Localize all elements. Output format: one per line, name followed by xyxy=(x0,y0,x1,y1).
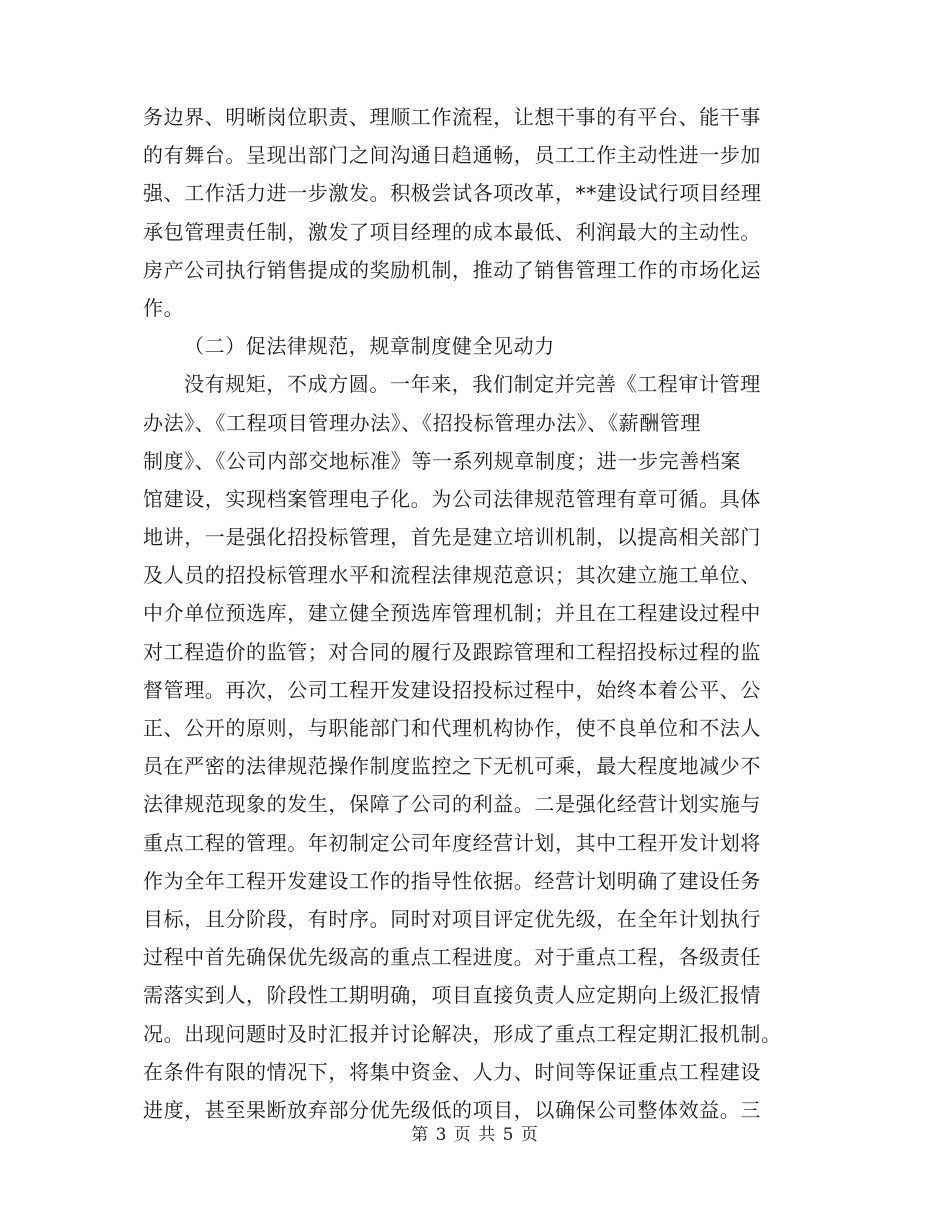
text-line: 对工程造价的监管；对合同的履行及跟踪管理和工程招投标过程的监 xyxy=(143,639,761,664)
text-line: 作。 xyxy=(143,295,185,320)
text-line: 办法》、《工程项目管理办法》、《招投标管理办法》、《薪酬管理 xyxy=(143,410,701,435)
text-line: 进度，甚至果断放弃部分优先级低的项目，以确保公司整体效益。三 xyxy=(143,1097,761,1122)
text-line: 在条件有限的情况下，将集中资金、人力、时间等保证重点工程建设 xyxy=(143,1059,761,1084)
text-line: 重点工程的管理。年初制定公司年度经营计划，其中工程开发计划将 xyxy=(143,830,761,855)
section-heading: （二）促法律规范，规章制度健全见动力 xyxy=(184,334,555,359)
text-line: 及人员的招投标管理水平和流程法律规范意识；其次建立施工单位、 xyxy=(143,563,761,588)
text-line: 督管理。再次，公司工程开发建设招投标过程中，始终本着公平、公 xyxy=(143,677,761,702)
text-line: 法律规范现象的发生，保障了公司的利益。二是强化经营计划实施与 xyxy=(143,792,761,817)
text-line: 强、工作活力进一步激发。积极尝试各项改革，**建设试行项目经理 xyxy=(143,181,762,206)
text-line: 馆建设，实现档案管理电子化。为公司法律规范管理有章可循。具体 xyxy=(143,486,761,511)
text-line: 作为全年工程开发建设工作的指导性依据。经营计划明确了建设任务 xyxy=(143,868,761,893)
text-line: 务边界、明晰岗位职责、理顺工作流程，让想干事的有平台、能干事 xyxy=(143,105,761,129)
text-line: 制度》、《公司内部交地标准》等一系列规章制度；进一步完善档案 xyxy=(143,448,741,473)
text-line: 房产公司执行销售提成的奖励机制，推动了销售管理工作的市场化运 xyxy=(143,257,761,282)
text-line: 地讲，一是强化招投标管理，首先是建立培训机制，以提高相关部门 xyxy=(143,525,761,550)
text-line: 目标，且分阶段，有时序。同时对项目评定优先级，在全年计划执行 xyxy=(143,906,761,931)
text-line: 的有舞台。呈现出部门之间沟通日趋通畅，员工工作主动性进一步加 xyxy=(143,143,761,168)
text-line: 过程中首先确保优先级高的重点工程进度。对于重点工程，各级责任 xyxy=(143,945,761,970)
text-line: 承包管理责任制，激发了项目经理的成本最低、利润最大的主动性。 xyxy=(143,219,761,244)
text-line: 没有规矩，不成方圆。一年来，我们制定并完善《工程审计管理 xyxy=(184,372,761,397)
body-text xyxy=(143,98,805,1129)
text-line: 需落实到人，阶段性工期明确，项目直接负责人应定期向上级汇报情 xyxy=(143,983,761,1008)
paragraph xyxy=(143,365,805,1129)
text-line: 员在严密的法律规范操作制度监控之下无机可乘，最大程度地减少不 xyxy=(143,754,761,779)
text-line: 中介单位预选库，建立健全预选库管理机制；并且在工程建设过程中 xyxy=(143,601,761,626)
paragraph xyxy=(143,98,805,327)
text-line: 正、公开的原则，与职能部门和代理机构协作，使不良单位和不法人 xyxy=(143,716,761,740)
page-number-footer: 第 3 页 共 5 页 xyxy=(411,1125,539,1145)
text-line: 况。出现问题时及时汇报并讨论解决，形成了重点工程定期汇报机制。 xyxy=(143,1021,782,1046)
